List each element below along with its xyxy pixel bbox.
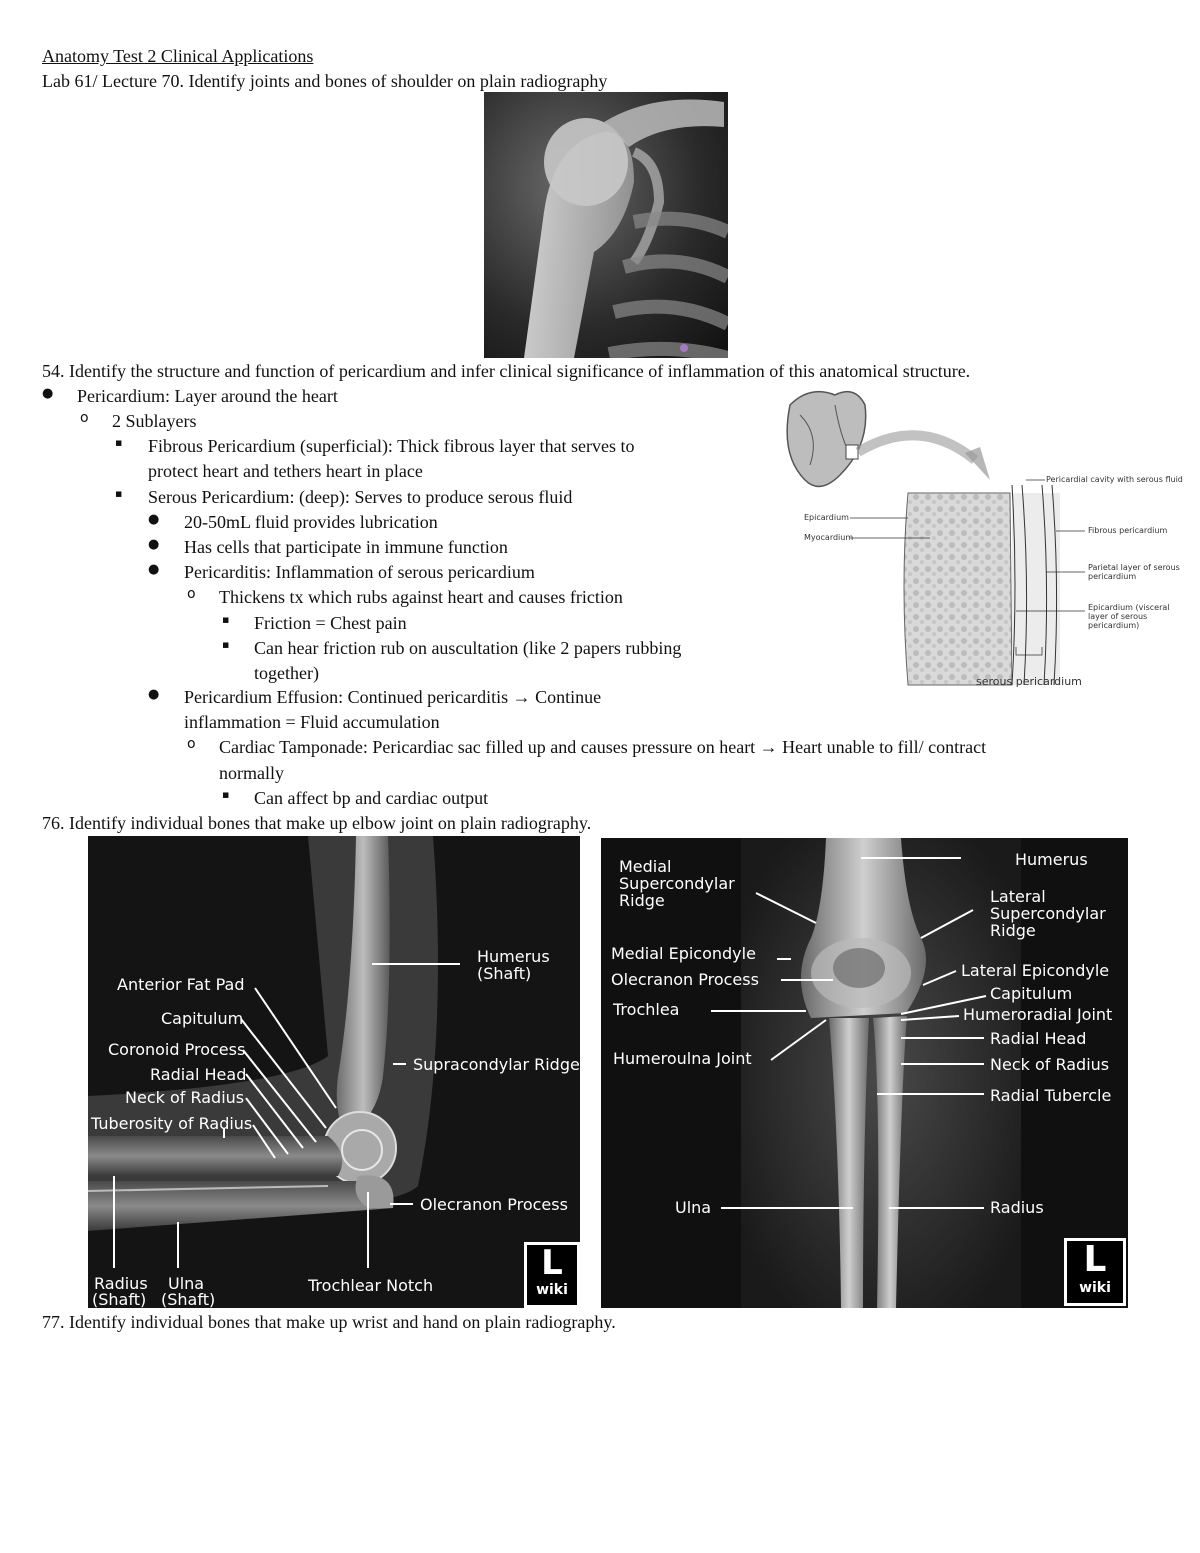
radiopaedia-logo	[524, 1242, 580, 1308]
label-lateral-supra-2: Supercondylar	[990, 904, 1106, 923]
doc-title: Anatomy Test 2 Clinical Applications	[42, 46, 314, 66]
bullet-l2: o	[187, 586, 196, 602]
item-tamponade-1: Cardiac Tamponade: Pericardiac sac filled up and causes pressure on heart → Heart unable to fill/ contract	[219, 737, 987, 757]
label-anterior-fat-pad: Anterior Fat Pad	[117, 975, 245, 994]
item-friction: Friction = Chest pain	[254, 613, 407, 633]
label-radial-tubercle: Radial Tubercle	[990, 1086, 1112, 1105]
bullet-l1: ●	[148, 512, 160, 527]
label-lateral-supra-1: Lateral	[990, 887, 1046, 906]
label-trochlear-notch: Trochlear Notch	[308, 1276, 434, 1295]
bullet-l3: ▪	[222, 788, 230, 801]
item-tamponade-2: normally	[219, 763, 284, 783]
label-medial-epicondyle: Medial Epicondyle	[611, 944, 756, 963]
label-visceral-layer: Epicardium (visceral layer of serous pericardium)	[1088, 603, 1170, 630]
label-trochlea: Trochlea	[613, 1000, 680, 1019]
bullet-l1: ●	[148, 687, 160, 702]
question-76: 76. Identify individual bones that make up elbow joint on plain radiography.	[42, 813, 592, 833]
label-humerus-shaft: (Shaft)	[477, 964, 532, 983]
label-radius: Radius	[94, 1274, 148, 1293]
label-supracondylar-ridge: Supracondylar Ridge	[413, 1055, 580, 1074]
bullet-l2: o	[80, 410, 89, 426]
shoulder-radiograph	[484, 92, 728, 358]
item-fibrous-1: Fibrous Pericardium (superficial): Thick fibrous layer that serves to	[148, 436, 635, 456]
elbow-lateral-radiograph	[88, 836, 580, 1308]
label-radial-head: Radial Head	[150, 1065, 247, 1084]
bullet-l3: ▪	[222, 613, 230, 626]
label-ulna-shaft: (Shaft)	[161, 1290, 216, 1308]
question-77: 77. Identify individual bones that make up wrist and hand on plain radiography.	[42, 1312, 616, 1332]
pericardium-diagram	[780, 385, 1192, 695]
label-myocardium: Myocardium	[804, 533, 854, 542]
label-neck-of-radius: Neck of Radius	[125, 1088, 245, 1107]
label-medial-supra-1: Medial	[619, 857, 672, 876]
bullet-l3: ▪	[115, 436, 123, 449]
bullet-l1: ●	[42, 386, 54, 401]
bullet-l1: ●	[148, 562, 160, 577]
item-pericarditis: Pericarditis: Inflammation of serous pericardium	[184, 562, 535, 582]
item-rub-1: Can hear friction rub on auscultation (like 2 papers rubbing	[254, 638, 682, 658]
label-fibrous-pericardium: Fibrous pericardium	[1088, 526, 1168, 535]
item-sublayers: 2 Sublayers	[112, 411, 197, 431]
label-tuberosity-of-radius: Tuberosity of Radius	[91, 1114, 253, 1133]
elbow-ap-radiograph	[601, 838, 1128, 1308]
question-54: 54. Identify the structure and function of pericardium and infer clinical significance of inflammation of this anatomical structure.	[42, 361, 971, 381]
label-lateral-supra-3: Ridge	[990, 921, 1036, 940]
label-humerus: Humerus	[477, 947, 550, 966]
label-radius-shaft: (Shaft)	[92, 1290, 147, 1308]
radiopaedia-logo	[1064, 1238, 1126, 1306]
label-coronoid-process: Coronoid Process	[108, 1040, 246, 1059]
label-olecranon-process: Olecranon Process	[611, 970, 759, 989]
label-neck-of-radius: Neck of Radius	[990, 1055, 1110, 1074]
label-epicardium: Epicardium	[804, 513, 849, 522]
bullet-l2: o	[187, 736, 196, 752]
label-serous-pericardium: serous pericardium	[976, 675, 1082, 688]
bullet-l1: ●	[148, 537, 160, 552]
item-serous: Serous Pericardium: (deep): Serves to produce serous fluid	[148, 487, 573, 507]
label-humeroulna-joint: Humeroulna Joint	[613, 1049, 752, 1068]
label-ulna: Ulna	[675, 1198, 712, 1217]
label-capitulum: Capitulum	[990, 984, 1073, 1003]
label-humerus: Humerus	[1015, 850, 1088, 869]
label-olecranon-process: Olecranon Process	[420, 1195, 568, 1214]
logo-word: wiki	[536, 1282, 568, 1298]
item-bp: Can affect bp and cardiac output	[254, 788, 489, 808]
item-immune: Has cells that participate in immune function	[184, 537, 508, 557]
label-humeroradial-joint: Humeroradial Joint	[963, 1005, 1113, 1024]
item-rub-2: together)	[254, 663, 319, 683]
label-lateral-epicondyle: Lateral Epicondyle	[961, 961, 1110, 980]
label-radius: Radius	[990, 1198, 1044, 1217]
item-fibrous-2: protect heart and tethers heart in place	[148, 461, 423, 481]
label-medial-supra-2: Supercondylar	[619, 874, 735, 893]
label-ulna: Ulna	[168, 1274, 205, 1293]
shoulder-radiograph-graphic	[484, 92, 728, 358]
bullet-l3: ▪	[222, 638, 230, 651]
item-fluid: 20-50mL fluid provides lubrication	[184, 512, 438, 532]
bullet-l3: ▪	[115, 487, 123, 500]
label-medial-supra-3: Ridge	[619, 891, 665, 910]
item-effusion-1: Pericardium Effusion: Continued pericarditis → Continue	[184, 687, 602, 707]
logo-word: wiki	[1079, 1280, 1111, 1296]
item-effusion-2: inflammation = Fluid accumulation	[184, 712, 440, 732]
label-capitulum: Capitulum	[161, 1009, 244, 1028]
logo-letter: L	[1083, 1239, 1107, 1280]
item-thickens: Thickens tx which rubs against heart and causes friction	[219, 587, 623, 607]
label-parietal-layer: Parietal layer of serous pericardium	[1088, 563, 1180, 581]
label-pericardial-cavity: Pericardial cavity with serous fluid	[1046, 475, 1183, 484]
item-pericardium: Pericardium: Layer around the heart	[77, 386, 338, 406]
lab-line: Lab 61/ Lecture 70. Identify joints and bones of shoulder on plain radiography	[42, 71, 608, 91]
label-radial-head: Radial Head	[990, 1029, 1087, 1048]
logo-letter: L	[541, 1243, 563, 1283]
